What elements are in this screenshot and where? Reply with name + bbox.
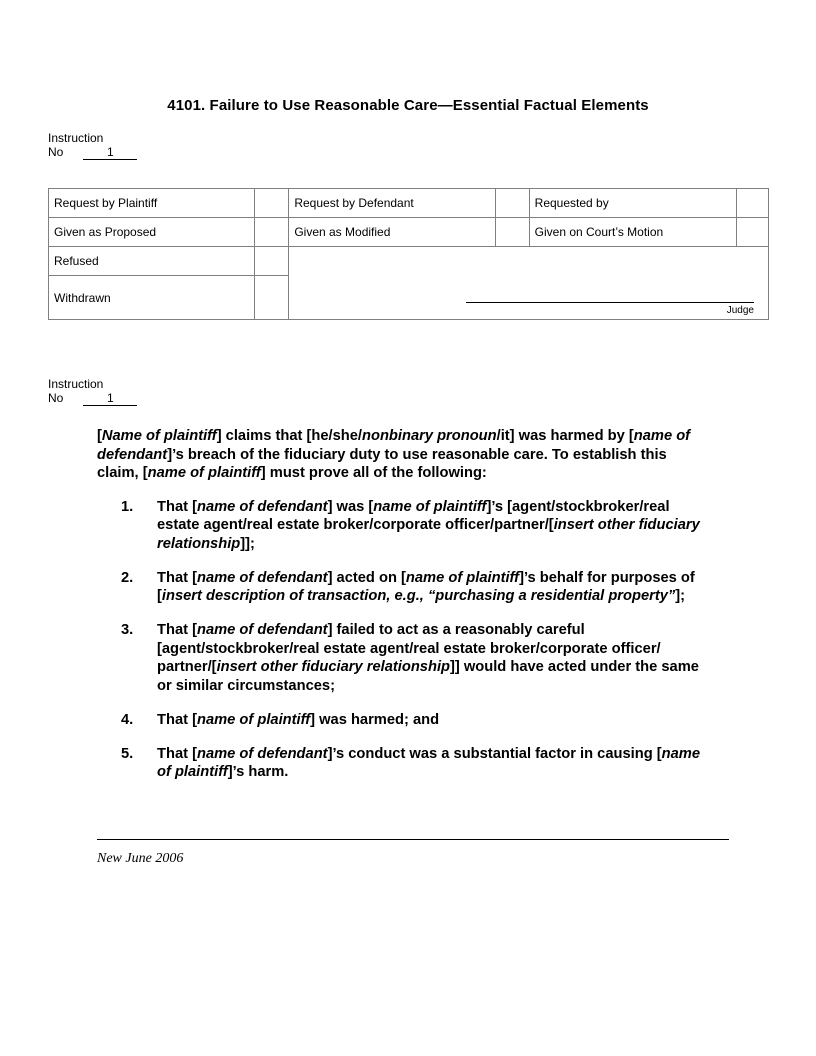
- item-number: 4.: [121, 711, 134, 728]
- instruction-number-field[interactable]: 1: [83, 146, 137, 160]
- given-as-modified-checkbox[interactable]: [495, 218, 529, 247]
- instruction-no-label: No: [48, 391, 64, 405]
- list-item: 2. That [name of defendant] acted on [name of plaintiff]’s behalf for purposes of [insert description of transaction, e.g., “purchasing a residential property”];: [121, 569, 695, 604]
- withdrawn-checkbox[interactable]: [255, 276, 289, 320]
- item-number: 2.: [121, 569, 134, 586]
- request-by-plaintiff-label: Request by Plaintiff: [49, 189, 255, 218]
- request-by-plaintiff-checkbox[interactable]: [255, 189, 289, 218]
- given-on-courts-motion-label: Given on Court’s Motion: [529, 218, 736, 247]
- list-item: 1. That [name of defendant] was [name of plaintiff]’s [agent/stockbroker/real estate agent/real estate broker/corporate officer/partner/[insert other fiduciary relationship]];: [121, 498, 700, 552]
- refused-checkbox[interactable]: [255, 247, 289, 276]
- instruction-label: Instruction: [48, 131, 104, 145]
- item-number: 3.: [121, 622, 134, 638]
- instruction-number-bottom: [48, 377, 137, 406]
- judge-label: Judge: [726, 305, 754, 316]
- withdrawn-label: Withdrawn: [49, 276, 255, 320]
- request-by-defendant-checkbox[interactable]: [495, 189, 529, 218]
- revision-date: New June 2006: [97, 851, 184, 866]
- instruction-number-field[interactable]: 1: [83, 392, 137, 406]
- list-item: 4. That [name of plaintiff] was harmed; and: [121, 711, 440, 728]
- list-item: 5. That [name of defendant]’s conduct was a substantial factor in causing [name of plaintiff]’s harm.: [121, 745, 701, 780]
- request-status-table: [48, 188, 769, 320]
- refused-label: Refused: [49, 247, 255, 276]
- instruction-no-label: No: [48, 145, 64, 159]
- footer-divider: [97, 839, 729, 840]
- list-item: 3. That [name of defendant] failed to act as a reasonably careful [agent/stockbroker/real estate agent/real estate broker/corporate officer/ partner/[insert other fiduciary relationship]] would have acted under the same or similar circumstances;: [121, 622, 699, 694]
- instruction-number-top: [48, 131, 137, 160]
- page-title: 4101. Failure to Use Reasonable Care—Essential Factual Elements: [167, 97, 649, 114]
- given-on-courts-motion-checkbox[interactable]: [736, 218, 768, 247]
- given-as-proposed-checkbox[interactable]: [255, 218, 289, 247]
- requested-by-label: Requested by: [529, 189, 736, 218]
- request-by-defendant-label: Request by Defendant: [289, 189, 495, 218]
- intro-paragraph: [Name of plaintiff] claims that [he/she/nonbinary pronoun/it] was harmed by [name of defendant]’s breach of the fiduciary duty to use reasonable care. To establish this claim, [name of plaintiff] must prove all of the following:: [97, 428, 691, 481]
- judge-signature-area: [289, 247, 769, 320]
- item-number: 1.: [121, 498, 134, 515]
- judge-signature-line[interactable]: [466, 302, 754, 303]
- elements-list: [97, 498, 707, 782]
- requested-by-checkbox[interactable]: [736, 189, 768, 218]
- item-number: 5.: [121, 745, 134, 762]
- instruction-label: Instruction: [48, 377, 104, 391]
- given-as-proposed-label: Given as Proposed: [49, 218, 255, 247]
- given-as-modified-label: Given as Modified: [289, 218, 495, 247]
- instruction-body: [97, 427, 707, 797]
